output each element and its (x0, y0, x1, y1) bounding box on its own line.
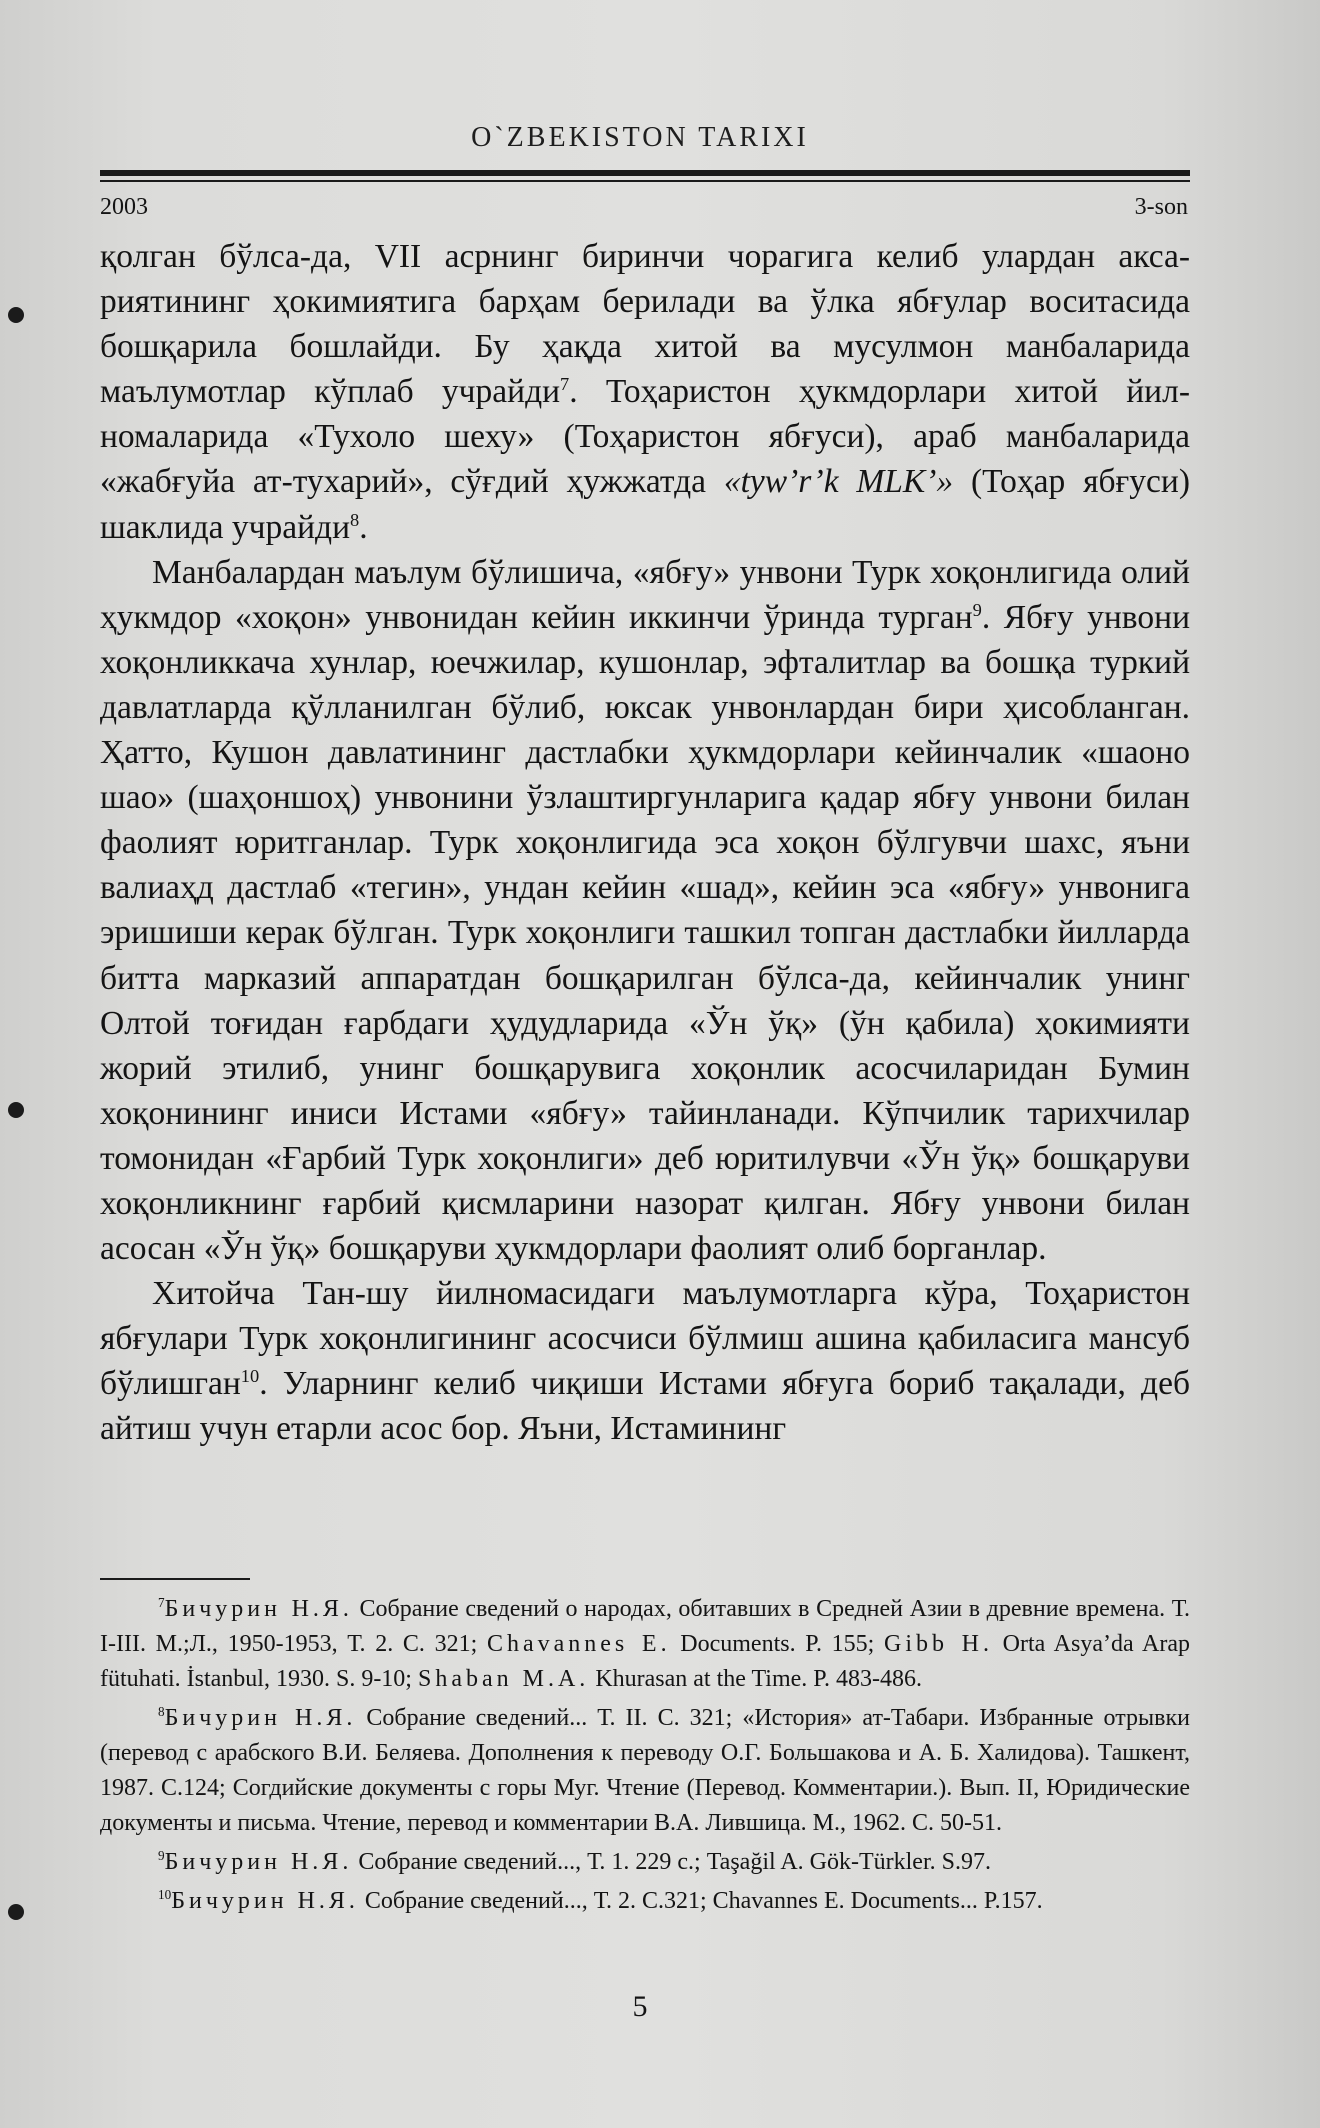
footnote-author: Бичурин Н.Я. (164, 1849, 353, 1875)
footnote-number: 10 (158, 1887, 172, 1902)
footnote-text: Orta Asya’da Arap fütuhati. İstanbul, 1930. S. 9-10; (100, 1631, 1190, 1692)
footnote-author: Бичурин Н.Я. (171, 1888, 359, 1914)
footnote-separator (100, 1578, 250, 1580)
footnote-author: Gibb H. (883, 1631, 993, 1657)
footnotes (100, 1592, 1190, 1919)
footnote-number: 8 (158, 1704, 165, 1719)
paragraph-text: Хитойча Тан-шу йилномасидаги маълумотларга кўра, Тоҳаристон ябғулари Турк хоқонлигининг асосчиси бўлмиш ашина қабиласига мансуб бўлишган (100, 1275, 1190, 1403)
footnote-text: Собрание сведений о народах, обитавших в Средней Азии в древние времена. Т. I-III. М.;Л., 1950-1953, Т. 2. С. 321; (100, 1596, 1190, 1657)
paragraph-text: қолган бўлса-да, VII асрнинг биринчи чорагига келиб улардан аксариятининг ҳокимиятига барҳам берилади ва ўлка ябғулар воситасида бошқарила бошлайди. Бу ҳақда хитой ва мусулмон манбаларида маълумотлар кўплаб учрайди (100, 238, 1190, 411)
footnote-text: Khurasan at the Time. P. 483-486. (589, 1666, 922, 1692)
article-body (100, 234, 1190, 1452)
footnote-ref: 8 (350, 509, 360, 530)
footnote-number: 9 (158, 1848, 165, 1863)
footnote-ref: 7 (560, 374, 570, 395)
footnote-text: Documents. P. 155; (670, 1631, 884, 1657)
paragraph-text: . Уларнинг келиб чиқиши Истами ябғуга бориб тақалади, деб айтиш учун етарли асос бор. Яъни, Истамининг (100, 1365, 1190, 1448)
paragraph (100, 550, 1190, 1272)
footnote-7 (100, 1592, 1190, 1697)
footnote-ref: 10 (240, 1366, 260, 1387)
punch-hole (8, 1904, 24, 1920)
paragraph-text: . (359, 508, 368, 546)
paragraph-text: Манбалардан маълум бўлишича, «ябғу» унвони Турк хоқонлигида олий ҳукмдор «хоқон» унвонидан кейин иккинчи ўринда турган (100, 553, 1190, 636)
issue-year: 2003 (100, 194, 148, 220)
footnote-number: 7 (158, 1595, 165, 1610)
paragraph-text: . Тоҳаристон ҳукмдорлари хитой йилномаларида «Тухоло шеху» (Тоҳаристон ябғуси), араб манбаларида «жабғуйа ат-тухарий», сўғдий ҳужжатда (100, 373, 1190, 501)
footnote-8 (100, 1701, 1190, 1841)
footnote-author: Бичурин Н.Я. (164, 1596, 353, 1622)
footnote-text: Собрание сведений..., Т. 1. 229 с.; Taşağil A. Gök-Türkler. S.97. (352, 1849, 991, 1875)
punch-hole (8, 1102, 24, 1118)
page-number: 5 (632, 1990, 648, 2023)
punch-hole (8, 307, 24, 323)
paragraph (100, 234, 1190, 550)
footnote-9 (100, 1845, 1190, 1880)
paragraph-text: (Тоҳар ябғуси) шаклида учрайди (100, 463, 1190, 546)
footnote-10 (100, 1884, 1190, 1919)
paragraph-text: . Ябғу унвони хоқонликкача хунлар, юечжилар, кушонлар, эфталитлар ва бошқа туркий давлатларда қўлланилган бўлиб, юксак унвонлардан бири ҳисобланган. Ҳатто, Кушон давлатининг дастлабки ҳукмдорлари кейинчалик «шаоно шао» (шаҳоншоҳ) унвонини ўзлаштиргунларига қадар ябғу унвони билан фаолият юритганлар. Турк хоқонлигида эса хоқон бўлгувчи шахс, яъни валиаҳд дастлаб «тегин», ундан кейин «шад», кейин эса «ябғу» унвонига эришиши керак бўлган. Турк хоқонлиги ташкил топган дастлабки йилларда битта марказий аппаратдан бошқарилган бўлса-да, кейинчалик унинг Олтой тоғидан ғарбдаги ҳудудларида «Ўн ўқ» (ўн қабила) ҳокимияти жорий этилиб, унинг бошқарувига хоқонлик асосчиларидан Бумин хоқонининг иниси Истами «ябғу» тайинланади. Кўпчилик тарихчилар томонидан «Ғарбий Турк хоқонлиги» деб юритилувчи «Ўн ўқ» бошқаруви хоқонликнинг ғарбий қисмларини назорат қилган. Ябғу унвони билан асосан «Ўн ўқ» бошқаруви ҳукмдорлари фаолият олиб борганлар. (100, 598, 1190, 1268)
sogdian-term: «tyw’r’k MLK’» (723, 463, 954, 501)
footnote-author: Shaban M.A. (417, 1666, 590, 1692)
footnote-ref: 9 (972, 599, 982, 620)
footnote-author: Chavannes E. (486, 1631, 671, 1657)
footnote-text: Собрание сведений..., Т. 2. С.321; Chavannes E. Documents... P.157. (358, 1888, 1043, 1914)
footnote-author: Бичурин Н.Я. (164, 1705, 357, 1731)
issue-number: 3-son (1134, 194, 1188, 220)
paragraph (100, 1271, 1190, 1451)
running-title: O`ZBEKISTON TARIXI (471, 122, 809, 153)
footnote-text: Собрание сведений... Т. II. С. 321; «История» ат-Табари. Избранные отрывки (перевод с арабского В.И. Беляева. Дополнения к переводу О.Г. Большакова и А. Б. Халидова). Ташкент, 1987. С.124; Согдийские документы с горы Муг. Чтение (Перевод. Комментарии.). Вып. II, Юридические документы и письма. Чтение, перевод и комментарии В.А. Лившица. М., 1962. С. 50-51. (100, 1705, 1190, 1836)
header-rule (100, 170, 1190, 176)
header-rule-thin (100, 180, 1190, 182)
